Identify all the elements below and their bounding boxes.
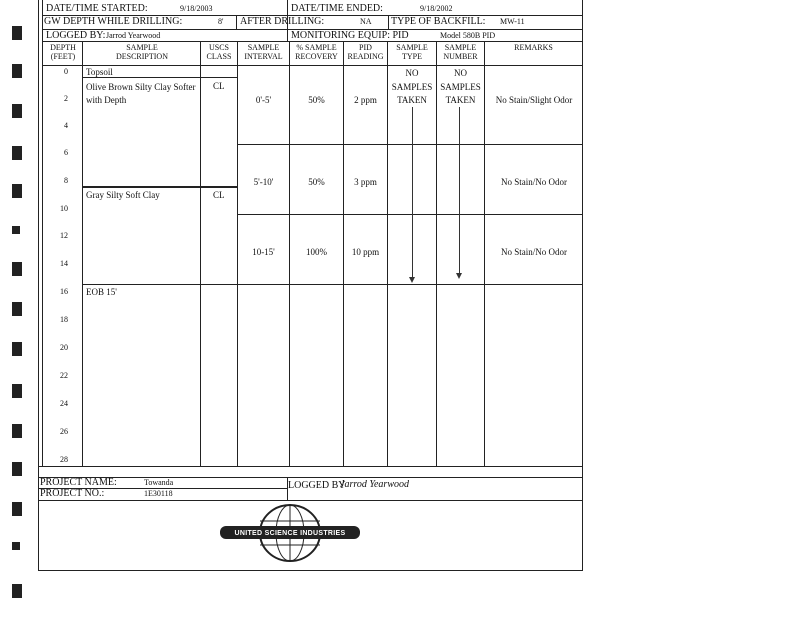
col-header-description: SAMPLE DESCRIPTION (115, 43, 168, 61)
pid-reading: 10 ppm (351, 247, 380, 257)
rule (38, 500, 582, 501)
form-border-left (38, 0, 39, 570)
depth-mark: 4 (64, 121, 68, 130)
backfill-label: TYPE OF BACKFILL: (391, 16, 486, 27)
rule (236, 15, 237, 29)
after-drilling-label: AFTER DRILLING: (240, 16, 325, 27)
depth-mark: 26 (60, 427, 68, 436)
binder-mark (12, 502, 22, 516)
logo-text: UNITED SCIENCE INDUSTRIES (234, 530, 346, 537)
description-olive-brown-clay: Olive Brown Silty Clay Softer with Depth (86, 82, 196, 105)
form-border-right (582, 0, 583, 570)
depth-mark: 2 (64, 94, 68, 103)
col-header-recovery: % SAMPLE RECOVERY (295, 43, 338, 61)
gw-depth-label: GW DEPTH WHILE DRILLING: (44, 16, 183, 27)
description-gray-clay: Gray Silty Soft Clay (86, 190, 160, 200)
binder-mark (12, 26, 22, 40)
rule (38, 570, 583, 571)
depth-mark: 28 (60, 455, 68, 464)
rule (42, 41, 582, 42)
col-header-uscs: USCS CLASS (206, 43, 232, 61)
remarks: No Stain/No Odor (501, 177, 567, 187)
date-ended-label: DATE/TIME ENDED: (291, 3, 383, 14)
binder-mark (12, 584, 22, 598)
date-started-value: 9/18/2003 (180, 4, 213, 13)
sample-recovery: 50% (308, 177, 325, 187)
no-samples-number: SAMPLES (440, 82, 481, 92)
footer-logged-by-label: LOGGED BY (288, 480, 346, 491)
no-samples-type: SAMPLES (391, 82, 433, 92)
no-samples-number: TAKEN (445, 95, 476, 105)
rule (42, 65, 582, 66)
date-started-label: DATE/TIME STARTED: (46, 3, 148, 14)
remarks: No Stain/No Odor (501, 247, 567, 257)
remarks: No Stain/Slight Odor (495, 95, 573, 105)
rule (38, 477, 582, 478)
pid-reading: 3 ppm (354, 177, 377, 187)
depth-mark: 16 (60, 287, 68, 296)
sample-interval: 0'-5' (255, 95, 272, 105)
col-header-remarks: REMARKS (514, 43, 553, 52)
depth-mark: 14 (60, 259, 68, 268)
description-topsoil: Topsoil (86, 67, 113, 77)
backfill-value: MW-11 (500, 17, 525, 26)
depth-mark: 6 (64, 148, 68, 157)
col-header-interval: SAMPLE INTERVAL (244, 43, 283, 61)
binder-mark (12, 342, 22, 356)
depth-mark: 18 (60, 315, 68, 324)
binder-mark (12, 184, 22, 198)
depth-mark: 8 (64, 176, 68, 185)
sample-recovery: 50% (308, 95, 325, 105)
down-arrow-icon (459, 107, 460, 275)
sample-row-boundary (238, 144, 582, 145)
gw-depth-value: 8' (218, 17, 224, 26)
col-header-depth: DEPTH (FEET) (50, 43, 76, 61)
uscs-class: CL (213, 190, 225, 200)
layer-boundary (83, 284, 582, 285)
footer-logged-by-signature: Jarrod Yearwood (340, 479, 409, 490)
rule (42, 0, 43, 466)
binder-mark (12, 542, 20, 550)
after-drilling-value: NA (360, 17, 372, 26)
no-samples-type: TAKEN (397, 95, 427, 105)
binder-mark (12, 226, 20, 234)
date-ended-value: 9/18/2002 (420, 4, 453, 13)
depth-mark: 20 (60, 343, 68, 352)
logged-by-value: Jarrod Yearwood (106, 31, 161, 40)
binder-mark (12, 302, 22, 316)
down-arrow-icon (412, 107, 413, 279)
description-end-of-boring: EOB 15' (86, 287, 117, 297)
project-no-value: 1E30118 (144, 489, 173, 498)
col-sep (82, 41, 83, 466)
logged-by-label: LOGGED BY: (46, 30, 106, 41)
depth-mark: 12 (60, 231, 68, 240)
sample-row-boundary (238, 214, 582, 215)
sample-interval: 5'-10' (253, 177, 274, 187)
sample-recovery: 100% (306, 247, 327, 257)
col-sep (484, 41, 485, 466)
sample-interval: 10-15' (252, 247, 275, 257)
monitoring-model: Model 580B PID (440, 31, 496, 40)
binder-mark (12, 146, 22, 160)
layer-boundary (83, 186, 237, 188)
rule (388, 15, 389, 29)
col-header-pid: PID READING (347, 43, 384, 61)
col-sep (200, 41, 201, 466)
depth-mark: 22 (60, 371, 68, 380)
depth-mark: 24 (60, 399, 68, 408)
monitoring-equip-label: MONITORING EQUIP: PID (291, 30, 409, 41)
binder-mark (12, 104, 22, 118)
uscs-class: CL (213, 81, 225, 91)
binder-mark (12, 462, 22, 476)
depth-mark: 10 (60, 204, 68, 213)
pid-reading: 2 ppm (354, 95, 377, 105)
no-samples-type: NO (405, 68, 419, 78)
binder-mark (12, 64, 22, 78)
depth-mark: 0 (64, 67, 68, 76)
project-name-value: Towanda (144, 478, 174, 487)
rule (38, 466, 582, 467)
binder-mark (12, 424, 22, 438)
project-name-label: PROJECT NAME: (40, 477, 117, 488)
layer-boundary (83, 77, 237, 78)
col-header-type: SAMPLE TYPE (396, 43, 428, 61)
binder-mark (12, 262, 22, 276)
col-header-number: SAMPLE NUMBER (443, 43, 478, 61)
project-no-label: PROJECT NO.: (40, 488, 105, 499)
no-samples-number: NO (454, 68, 467, 78)
binder-mark (12, 384, 22, 398)
